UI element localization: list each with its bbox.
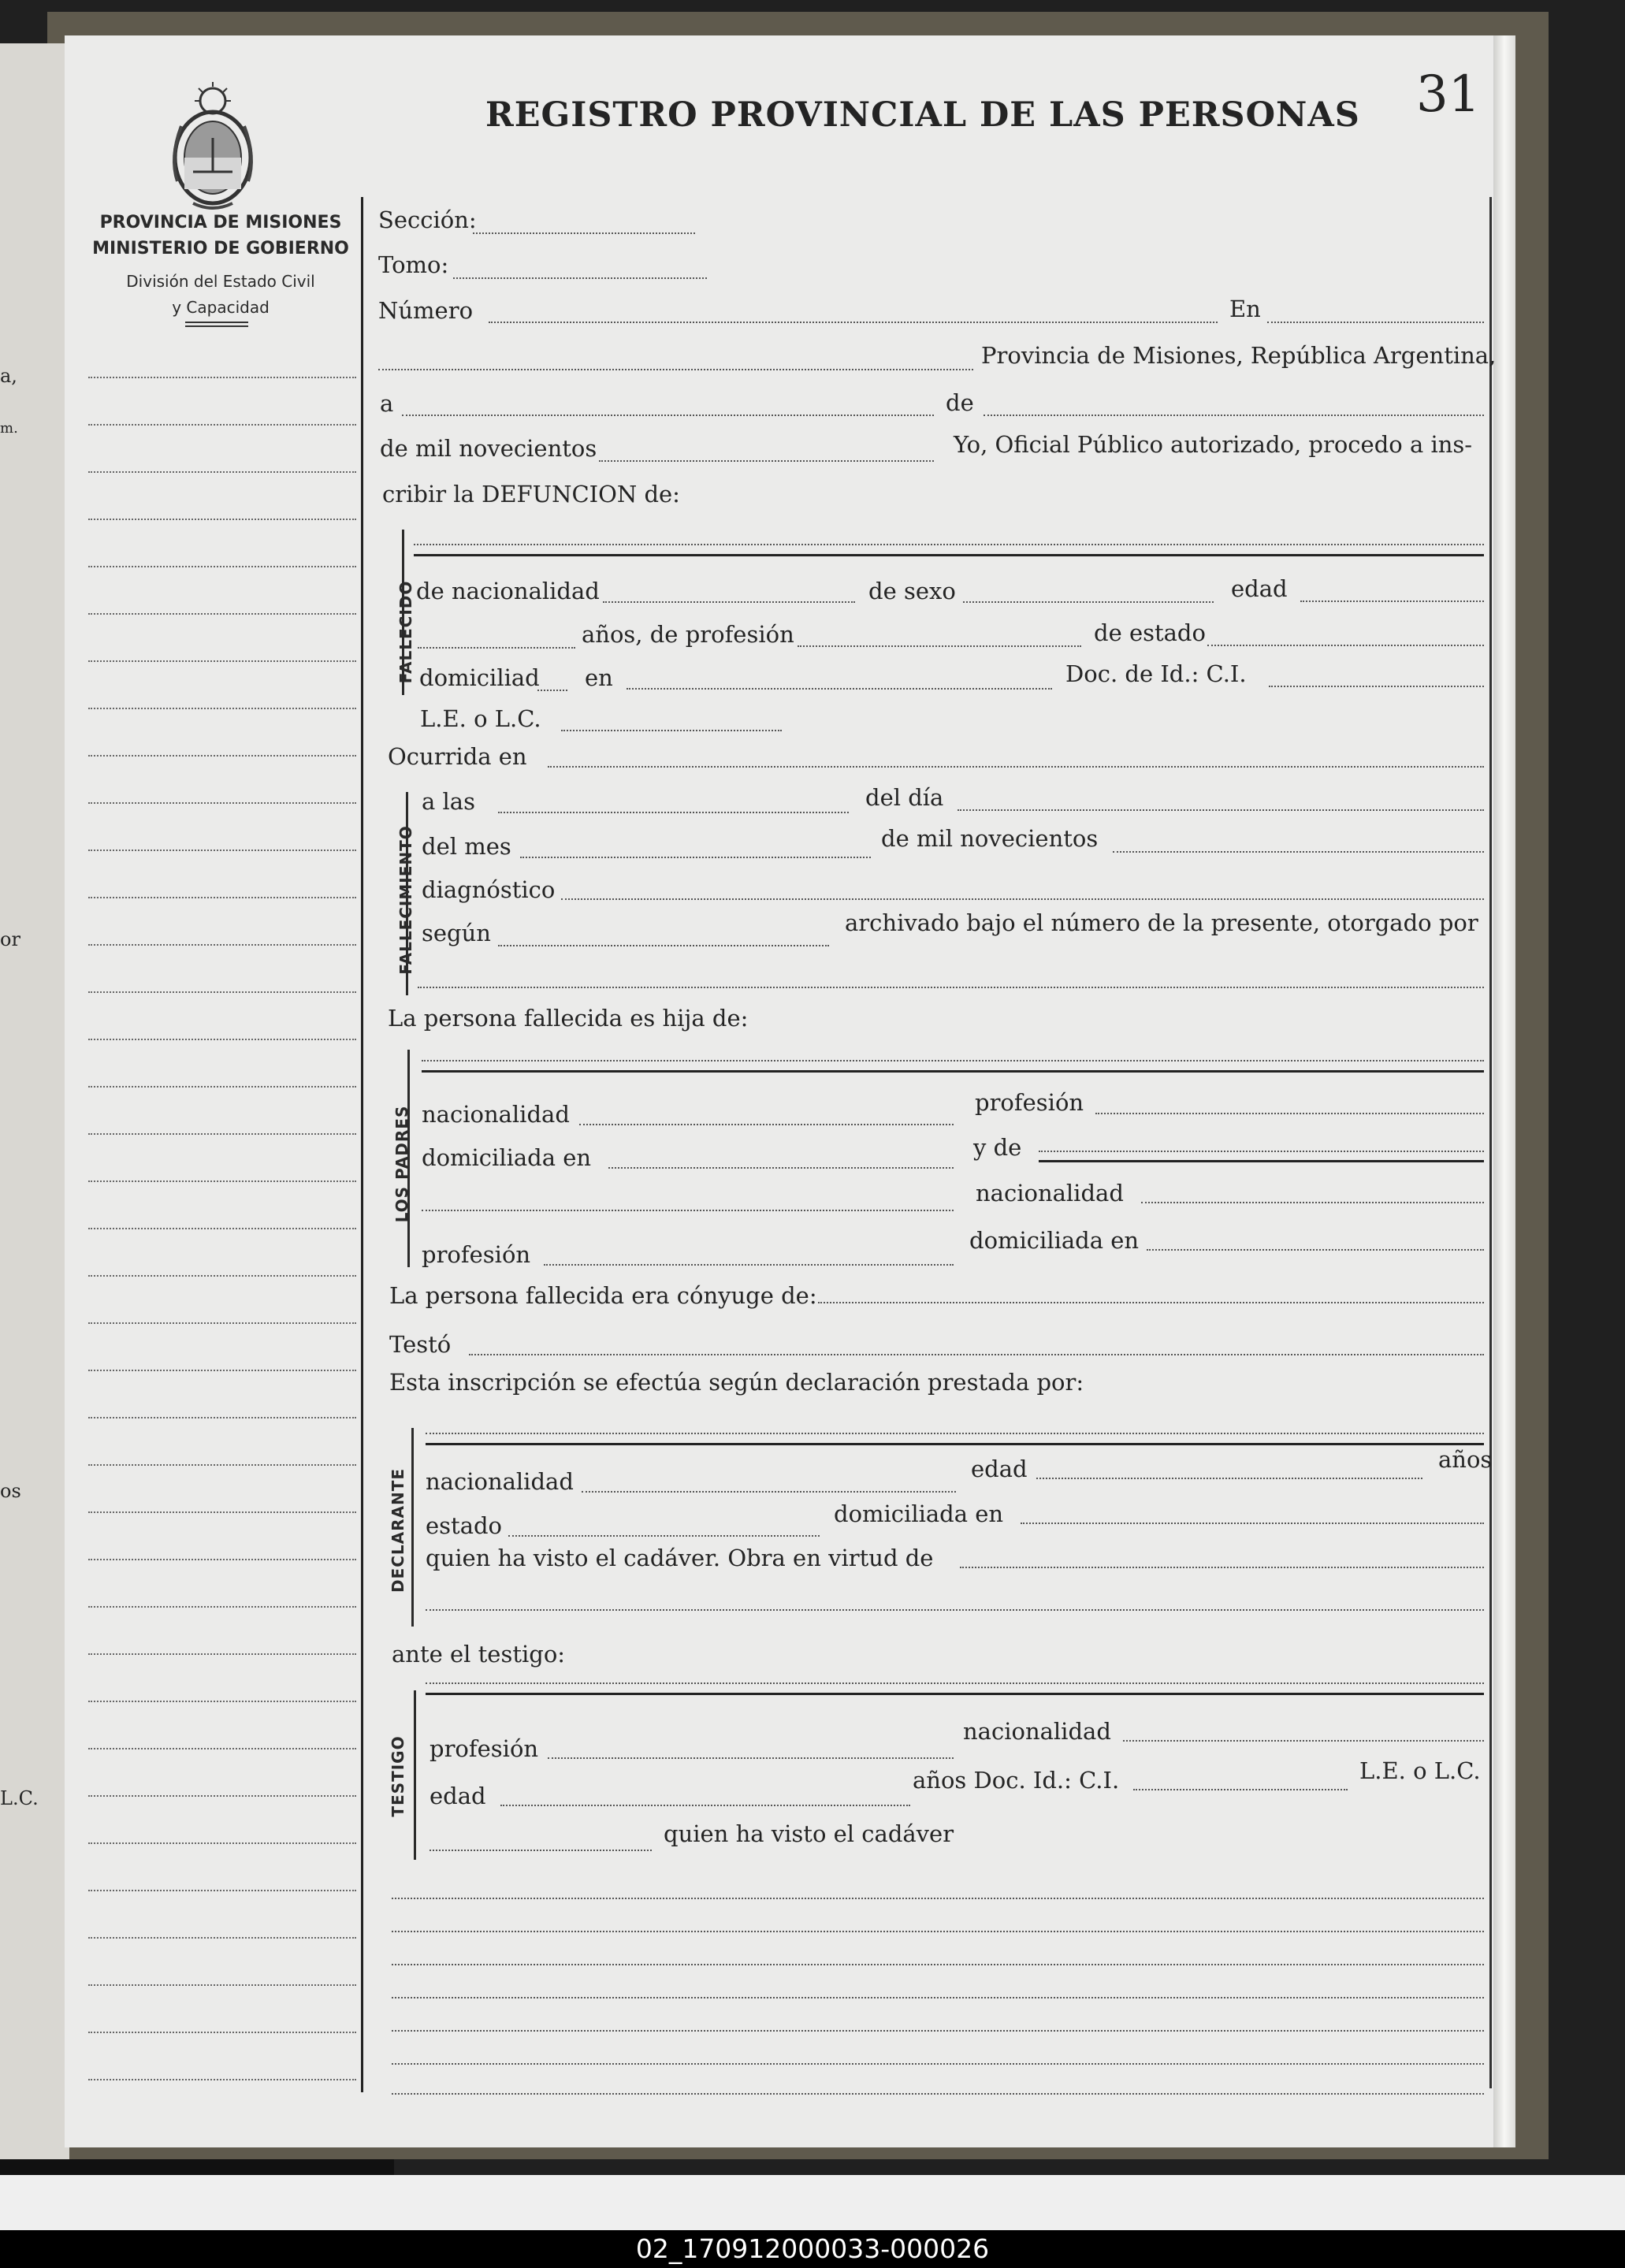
- declarante-obra-cont-field[interactable]: [426, 1609, 1484, 1611]
- label-edad-testigo: edad: [429, 1783, 486, 1809]
- label-anos-profesion: años, de profesión: [582, 621, 794, 648]
- anio-field[interactable]: [599, 460, 934, 462]
- label-segun: según: [422, 920, 491, 946]
- image-caption: 02_170912000033-000026: [0, 2230, 1625, 2268]
- section-bar: [411, 1428, 414, 1627]
- right-frame: [1489, 197, 1492, 2088]
- margin-line: [88, 1039, 356, 1040]
- label-del-mes: del mes: [422, 833, 511, 860]
- label-testo: Testó: [389, 1331, 452, 1358]
- margin-line: [88, 377, 356, 378]
- label-ocurrida-en: Ocurrida en: [388, 743, 527, 770]
- label-archivado: archivado bajo el número de la presente, otorgado por: [845, 909, 1478, 936]
- label-domiciliada-en-madre: domiciliada en: [969, 1227, 1140, 1254]
- label-ante-testigo: ante el testigo:: [392, 1641, 566, 1668]
- margin-line: [88, 802, 356, 804]
- section-rule: [1039, 1160, 1484, 1162]
- facing-page-fragment: or: [0, 928, 20, 950]
- agency-province: PROVINCIA DE MISIONES: [99, 213, 342, 232]
- margin-line: [88, 1417, 356, 1418]
- margin-line: [88, 1937, 356, 1939]
- label-edad: edad: [1231, 575, 1288, 602]
- section-label-fallecimiento: FALLECIMIENTO: [396, 825, 415, 975]
- declarante-nacionalidad-field[interactable]: [582, 1491, 956, 1493]
- testigo-edad-field[interactable]: [500, 1805, 910, 1806]
- padre-nacionalidad-field[interactable]: [579, 1124, 954, 1125]
- madre-profesion-field[interactable]: [544, 1264, 954, 1266]
- page-number: 31: [1416, 65, 1481, 124]
- testigo-profesion-field[interactable]: [548, 1757, 954, 1759]
- margin-line: [88, 1984, 356, 1986]
- label-nacionalidad-madre: nacionalidad: [976, 1180, 1124, 1207]
- observaciones-line[interactable]: [392, 1964, 1484, 1965]
- observaciones-line[interactable]: [392, 2093, 1484, 2095]
- label-domiciliada-en-padre: domiciliada en: [422, 1144, 592, 1171]
- margin-line: [88, 471, 356, 473]
- margin-line: [88, 660, 356, 662]
- margin-line: [88, 1559, 356, 1560]
- label-anos-declarante: años: [1438, 1446, 1493, 1473]
- margin-line: [88, 1842, 356, 1844]
- section-label-declarante: DECLARANTE: [389, 1467, 407, 1593]
- facing-page-fragment: a,: [0, 365, 17, 387]
- label-provincia: Provincia de Misiones, República Argentina,: [981, 342, 1497, 369]
- domiciliad-suffix-field[interactable]: [537, 690, 567, 691]
- en-field[interactable]: [1267, 322, 1484, 323]
- margin-line: [88, 424, 356, 426]
- margin-line: [88, 1133, 356, 1135]
- mes-field[interactable]: [520, 857, 871, 858]
- domicilio-field[interactable]: [627, 688, 1052, 690]
- testigo-ci-field[interactable]: [1133, 1789, 1348, 1790]
- madre-extra-field[interactable]: [422, 1210, 954, 1211]
- margin-line: [88, 755, 356, 757]
- label-hija-de: La persona fallecida es hija de:: [388, 1005, 749, 1032]
- estado-field[interactable]: [1207, 645, 1484, 646]
- conyuge-field[interactable]: [818, 1302, 1484, 1303]
- section-rule: [422, 1070, 1484, 1073]
- margin-line: [88, 1606, 356, 1608]
- label-domiciliad: domiciliad: [419, 664, 540, 691]
- label-del-dia: del día: [865, 784, 944, 811]
- margin-line: [88, 1748, 356, 1749]
- declarante-obra-field[interactable]: [960, 1567, 1484, 1568]
- label-seccion: Sección:: [378, 206, 477, 233]
- label-profesion-testigo: profesión: [429, 1735, 539, 1762]
- margin-line: [88, 566, 356, 567]
- a-field[interactable]: [402, 415, 934, 416]
- margin-line: [88, 519, 356, 520]
- agency-capacity: y Capacidad: [172, 298, 270, 317]
- padre-domicilio-field[interactable]: [608, 1167, 954, 1169]
- label-profesion-madre: profesión: [422, 1241, 531, 1268]
- label-de-nacionalidad: de nacionalidad: [416, 578, 600, 604]
- margin-line: [88, 1322, 356, 1324]
- label-tomo: Tomo:: [378, 251, 449, 278]
- page-edge: [1493, 35, 1515, 2147]
- label-numero: Número: [378, 297, 474, 324]
- margin-line: [88, 1228, 356, 1229]
- margin-line: [88, 897, 356, 898]
- label-de-estado: de estado: [1094, 619, 1206, 646]
- agency-ministry: MINISTERIO DE GOBIERNO: [92, 239, 349, 258]
- lugar-field[interactable]: [378, 369, 973, 370]
- section-bar: [414, 1690, 416, 1860]
- agency-division: División del Estado Civil: [126, 272, 315, 291]
- padre-nombre-field[interactable]: [422, 1060, 1484, 1061]
- ci-field[interactable]: [1269, 686, 1484, 687]
- padre-profesion-field[interactable]: [1095, 1113, 1484, 1114]
- margin-line: [88, 1370, 356, 1371]
- main-divider: [361, 197, 363, 2092]
- label-doc-id: Doc. de Id.: C.I.: [1065, 660, 1247, 687]
- declarante-nombre-field[interactable]: [426, 1433, 1484, 1434]
- hora-field[interactable]: [498, 812, 849, 813]
- label-nacionalidad-padre: nacionalidad: [422, 1101, 570, 1128]
- margin-line: [88, 1653, 356, 1655]
- margin-line: [88, 991, 356, 993]
- margin-line: [88, 2032, 356, 2033]
- label-de-sexo: de sexo: [868, 578, 956, 604]
- nacionalidad-field[interactable]: [603, 601, 855, 603]
- label-yo-oficial: Yo, Oficial Público autorizado, procedo a ins-: [954, 431, 1473, 458]
- declarante-domicilio-field[interactable]: [1021, 1523, 1484, 1524]
- margin-line: [88, 1180, 356, 1182]
- seccion-field[interactable]: [473, 232, 695, 234]
- margin-line: [88, 1890, 356, 1891]
- sexo-field[interactable]: [963, 601, 1214, 603]
- bottom-band: [0, 2175, 1625, 2230]
- madre-nombre-field[interactable]: [1039, 1151, 1484, 1152]
- tomo-field[interactable]: [453, 277, 707, 279]
- label-inscribir: cribir la DEFUNCION de:: [382, 481, 680, 508]
- section-rule: [426, 1443, 1484, 1445]
- testigo-nacionalidad-field[interactable]: [1123, 1740, 1484, 1742]
- observaciones-line[interactable]: [392, 2030, 1484, 2032]
- label-mil-novecientos: de mil novecientos: [380, 435, 597, 462]
- segun-field[interactable]: [498, 945, 829, 946]
- label-nacionalidad-declarante: nacionalidad: [426, 1468, 574, 1495]
- observaciones-line[interactable]: [392, 1997, 1484, 1998]
- edad-anios-field[interactable]: [418, 647, 575, 649]
- observaciones-line[interactable]: [392, 1931, 1484, 1932]
- testigo-extra-field[interactable]: [429, 1850, 652, 1851]
- label-conyuge: La persona fallecida era cónyuge de:: [389, 1282, 817, 1309]
- label-quien-cadaver-obra: quien ha visto el cadáver. Obra en virtud de: [426, 1545, 934, 1571]
- numero-field[interactable]: [489, 322, 1218, 323]
- label-le-lc: L.E. o L.C.: [420, 705, 541, 732]
- margin-line: [88, 613, 356, 615]
- madre-domicilio-field[interactable]: [1147, 1249, 1484, 1251]
- margin-line: [88, 1086, 356, 1088]
- fallecido-nombre-field[interactable]: [414, 544, 1484, 545]
- facing-page-fragment: os: [0, 1480, 21, 1502]
- section-label-los-padres: LOS PADRES: [392, 1105, 411, 1223]
- margin-line: [88, 708, 356, 709]
- declarante-edad-field[interactable]: [1036, 1478, 1422, 1479]
- label-edad-declarante: edad: [971, 1456, 1028, 1482]
- dia-field[interactable]: [958, 809, 1484, 811]
- facing-page: [0, 43, 69, 2171]
- label-domiciliada-en-declarante: domiciliada en: [834, 1500, 1004, 1527]
- observaciones-line[interactable]: [392, 1898, 1484, 1899]
- margin-line: [88, 1464, 356, 1466]
- label-y-de: y de: [973, 1134, 1022, 1161]
- section-label-fallecido: FALLECIDO: [396, 580, 415, 684]
- label-nacionalidad-testigo: nacionalidad: [963, 1718, 1111, 1745]
- le-lc-field[interactable]: [561, 730, 782, 731]
- otorgado-por-field[interactable]: [418, 987, 1484, 988]
- margin-line: [88, 944, 356, 946]
- margin-line: [88, 1511, 356, 1513]
- agency-underline: [185, 322, 248, 323]
- facing-page-fragment: m.: [0, 420, 18, 437]
- edad-field[interactable]: [1300, 600, 1484, 602]
- label-profesion-padre: profesión: [975, 1089, 1084, 1116]
- madre-nacionalidad-field[interactable]: [1141, 1202, 1484, 1203]
- agency-underline: [185, 325, 248, 327]
- label-anos-doc-id: años Doc. Id.: C.I.: [913, 1767, 1120, 1794]
- label-en: en: [585, 664, 613, 691]
- margin-line: [88, 850, 356, 851]
- testigo-nombre-field[interactable]: [426, 1682, 1484, 1684]
- label-diagnostico: diagnóstico: [422, 876, 556, 903]
- facing-page-fragment: L.C.: [0, 1787, 39, 1809]
- label-en: En: [1229, 296, 1261, 322]
- section-rule: [414, 554, 1484, 556]
- label-le-lc-testigo: L.E. o L.C.: [1359, 1757, 1481, 1784]
- section-rule: [426, 1693, 1484, 1695]
- diagnostico-field[interactable]: [561, 898, 1484, 900]
- label-a-las: a las: [422, 788, 475, 815]
- label-a: a: [380, 390, 394, 417]
- label-inscripcion: Esta inscripción se efectúa según declaración prestada por:: [389, 1369, 1084, 1396]
- profesion-field[interactable]: [798, 645, 1081, 647]
- observaciones-line[interactable]: [392, 2063, 1484, 2065]
- label-de: de: [946, 389, 974, 416]
- label-estado-declarante: estado: [426, 1512, 503, 1539]
- label-quien-cadaver: quien ha visto el cadáver: [664, 1820, 954, 1847]
- section-label-testigo: TESTIGO: [389, 1735, 407, 1817]
- coat-of-arms-icon: [162, 79, 264, 213]
- page-title: REGISTRO PROVINCIAL DE LAS PERSONAS: [485, 95, 1360, 135]
- ocurrida-field[interactable]: [548, 766, 1484, 768]
- declarante-estado-field[interactable]: [508, 1535, 820, 1537]
- margin-line: [88, 1795, 356, 1797]
- margin-line: [88, 1701, 356, 1702]
- anio-fallecimiento-field[interactable]: [1113, 851, 1484, 853]
- testo-field[interactable]: [469, 1354, 1484, 1355]
- de-field[interactable]: [984, 415, 1484, 416]
- margin-line: [88, 1275, 356, 1277]
- margin-line: [88, 2079, 356, 2080]
- label-de-mil-novecientos: de mil novecientos: [881, 825, 1099, 852]
